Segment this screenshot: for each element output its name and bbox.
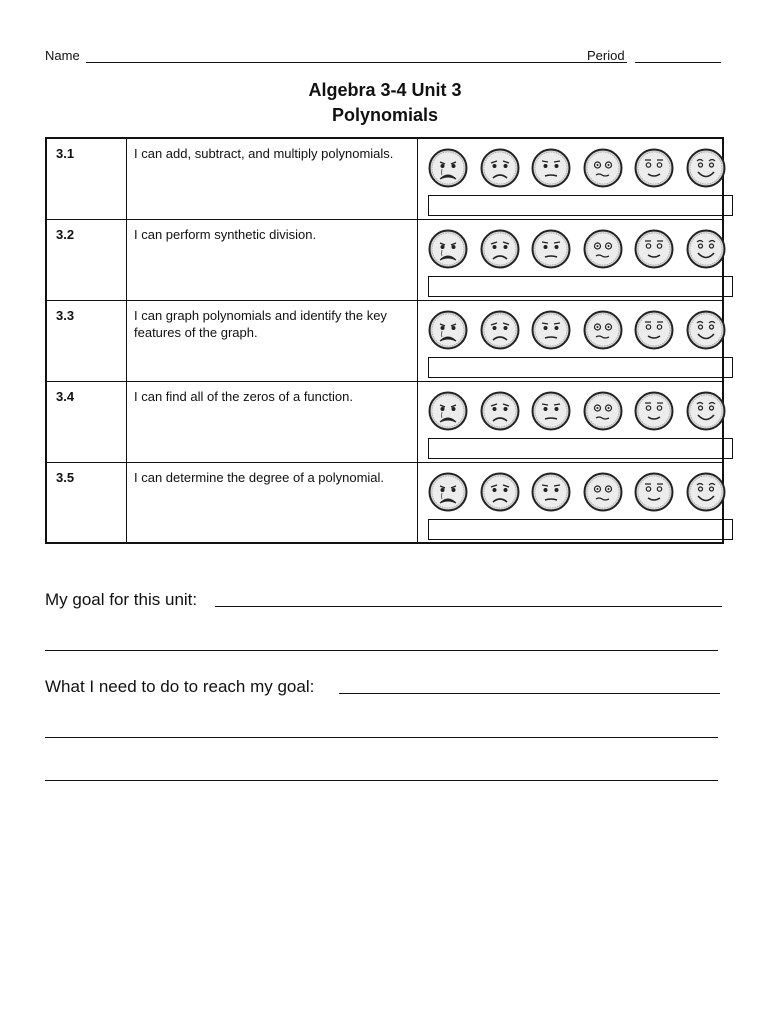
rating-faces (428, 310, 737, 350)
slight-smile-face-icon[interactable] (634, 310, 674, 350)
rating-score-box[interactable] (428, 195, 733, 216)
skill-statement: I can graph polynomials and identify the key features of the graph. (127, 300, 418, 381)
page-title (0, 78, 770, 128)
plan-answer-line-1[interactable] (339, 693, 720, 694)
period-label: Period (587, 48, 625, 63)
skill-statement: I can perform synthetic division. (127, 219, 418, 300)
skill-statement: I can determine the degree of a polynomial. (127, 462, 418, 543)
rating-score-box[interactable] (428, 438, 733, 459)
frowning-face-icon[interactable] (531, 310, 571, 350)
happy-face-icon[interactable] (686, 229, 726, 269)
crying-face-icon[interactable] (428, 391, 468, 431)
rating-faces (428, 148, 737, 188)
neutral-face-icon[interactable] (583, 472, 623, 512)
name-label: Name (45, 48, 80, 63)
sad-face-icon[interactable] (480, 472, 520, 512)
rating-cell (418, 138, 724, 219)
skill-row (46, 219, 723, 300)
title-line-2: Polynomials (331, 105, 439, 125)
goal-answer-line-1[interactable] (215, 606, 722, 607)
happy-face-icon[interactable] (686, 391, 726, 431)
skill-number: 3.4 (46, 381, 127, 462)
skill-row (46, 381, 723, 462)
goal-label: My goal for this unit: (45, 590, 198, 609)
rating-cell (418, 300, 724, 381)
crying-face-icon[interactable] (428, 472, 468, 512)
slight-smile-face-icon[interactable] (634, 148, 674, 188)
plan-answer-line-2[interactable] (45, 737, 718, 738)
skill-row (46, 138, 723, 219)
skill-number: 3.1 (46, 138, 127, 219)
crying-face-icon[interactable] (428, 229, 468, 269)
rating-score-box[interactable] (428, 519, 733, 540)
neutral-face-icon[interactable] (583, 148, 623, 188)
neutral-face-icon[interactable] (583, 391, 623, 431)
skills-table (45, 137, 724, 544)
frowning-face-icon[interactable] (531, 472, 571, 512)
frowning-face-icon[interactable] (531, 148, 571, 188)
period-field-line[interactable] (635, 62, 721, 63)
skill-number: 3.5 (46, 462, 127, 543)
header-line (45, 46, 721, 64)
goal-answer-line-2[interactable] (45, 650, 718, 651)
skill-number: 3.2 (46, 219, 127, 300)
skill-number: 3.3 (46, 300, 127, 381)
plan-answer-line-3[interactable] (45, 780, 718, 781)
frowning-face-icon[interactable] (531, 229, 571, 269)
skill-row (46, 462, 723, 543)
skill-statement: I can find all of the zeros of a function. (127, 381, 418, 462)
frowning-face-icon[interactable] (531, 391, 571, 431)
slight-smile-face-icon[interactable] (634, 391, 674, 431)
skill-statement: I can add, subtract, and multiply polynomials. (127, 138, 418, 219)
crying-face-icon[interactable] (428, 310, 468, 350)
slight-smile-face-icon[interactable] (634, 229, 674, 269)
rating-faces (428, 472, 737, 512)
rating-faces (428, 229, 737, 269)
sad-face-icon[interactable] (480, 310, 520, 350)
happy-face-icon[interactable] (686, 472, 726, 512)
happy-face-icon[interactable] (686, 310, 726, 350)
rating-score-box[interactable] (428, 276, 733, 297)
rating-faces (428, 391, 737, 431)
rating-cell (418, 219, 724, 300)
plan-label: What I need to do to reach my goal: (45, 677, 315, 696)
neutral-face-icon[interactable] (583, 229, 623, 269)
skill-row (46, 300, 723, 381)
rating-cell (418, 462, 724, 543)
neutral-face-icon[interactable] (583, 310, 623, 350)
title-line-1: Algebra 3-4 Unit 3 (308, 80, 462, 100)
crying-face-icon[interactable] (428, 148, 468, 188)
rating-score-box[interactable] (428, 357, 733, 378)
slight-smile-face-icon[interactable] (634, 472, 674, 512)
rating-cell (418, 381, 724, 462)
sad-face-icon[interactable] (480, 391, 520, 431)
happy-face-icon[interactable] (686, 148, 726, 188)
sad-face-icon[interactable] (480, 148, 520, 188)
sad-face-icon[interactable] (480, 229, 520, 269)
name-field-line[interactable] (86, 62, 627, 63)
